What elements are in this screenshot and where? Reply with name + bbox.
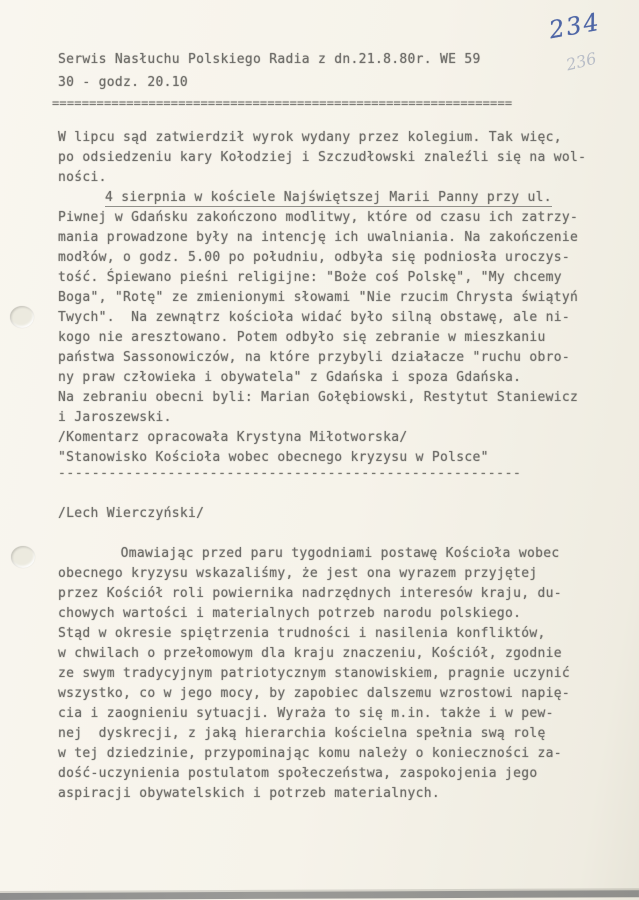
text-line: Twych". Na zewnątrz kościoła widać było silną obstawę, ale ni- <box>58 310 570 325</box>
scan-edge <box>0 890 639 900</box>
text-line: cia i zaognieniu sytuacji. Wyraża to się m.in. także i w pew- <box>58 706 554 721</box>
text-line: Stąd w okresie spiętrzenia trudności i nasilenia konfliktów, <box>58 626 546 641</box>
text-line: wszystko, co w jego mocy, by zapobiec dalszemu wzrostowi napię- <box>58 686 570 701</box>
text-line: chowych wartości i materialnych potrzeb narodu polskiego. <box>58 606 522 621</box>
text-line: i Jaroszewski. <box>58 410 172 425</box>
text-line: przez Kościół roli powiernika nadrzędnych interesów kraju, du- <box>58 586 562 601</box>
text-line: w tej dziedzinie, przypominając komu należy o konieczności za- <box>58 746 562 761</box>
text-line: ności. <box>58 170 107 185</box>
text-line: dość-uczynienia postulatom społeczeństwa, zaspokojenia jego <box>58 766 538 781</box>
header-line: Serwis Nasłuchu Polskiego Radia z dn.21.8.80r. WE 59 <box>58 52 481 67</box>
handwritten-page-number: 234 <box>547 7 604 45</box>
text-line: Boga", "Rotę" ze zmienionymi słowami "Nie rzucim Chrysta świątyń <box>58 290 579 305</box>
text-line: aspiracji obywatelskich i potrzeb materialnych. <box>58 786 440 801</box>
text-line: obecnego kryzysu wskazaliśmy, że jest ona wyrazem przyjętej <box>58 566 538 581</box>
dashed-rule: ------------------------------------------------------- <box>58 466 522 481</box>
hole-punch <box>11 546 35 568</box>
text-line: Piwnej w Gdańsku zakończono modlitwy, które od czasu ich zatrzy- <box>58 210 579 225</box>
text-line: państwa Sassonowiczów, na które przybyli działacze "ruchu obro- <box>58 350 570 365</box>
blank-line <box>58 486 586 506</box>
text-line: mania prowadzone były na intencję ich uwalniania. Na zakończenie <box>58 230 579 245</box>
text-line-underlined: 4 sierpnia w kościele Najświętszej Marii Panny przy ul. <box>104 190 552 205</box>
text-line: tość. Śpiewano pieśni religijne: "Boże coś Polskę", "My chcemy <box>58 270 562 285</box>
text-line: Omawiając przed paru tygodniami postawę Kościoła wobec <box>120 546 560 561</box>
text-line: w chwilach o przełomowym dla kraju znaczeniu, Kościół, zgodnie <box>58 646 562 661</box>
document-body <box>58 130 586 806</box>
blank-line <box>58 526 586 546</box>
text-line: W lipcu sąd zatwierdził wyrok wydany przez kolegium. Tak więc, <box>58 130 562 145</box>
text-line: kogo nie aresztowano. Potem odbyło się zebranie w mieszkaniu <box>58 330 546 345</box>
text-line: modłów, o godz. 5.00 po południu, odbyła się podniosła uroczys- <box>58 250 570 265</box>
separator-rule: ============================================================== <box>52 96 513 110</box>
text-line: Na zebraniu obecni byli: Marian Gołębiowski, Restytut Staniewicz <box>58 390 579 405</box>
text-line: ny praw człowieka i obywatela" z Gdańska i spoza Gdańska. <box>58 370 522 385</box>
handwritten-page-number-faint: 236 <box>564 48 599 75</box>
author-line: /Lech Wierczyński/ <box>58 506 205 521</box>
commentary-title: "Stanowisko Kościoła wobec obecnego kryzysu w Polsce" <box>58 450 489 465</box>
document-header <box>58 52 481 98</box>
text-line: nej dyskrecji, z jaką hierarchia kościelna spełnia swą rolę <box>58 726 546 741</box>
header-line: 30 - godz. 20.10 <box>58 75 189 90</box>
text-line: po odsiedzeniu kary Kołodziej i Szczudłowski znaleźli się na wol- <box>58 150 587 165</box>
hole-punch <box>10 306 34 328</box>
text-line: ze swym tradycyjnym patriotycznym stanowiskiem, pragnie uczynić <box>58 666 570 681</box>
commentary-credit-line: /Komentarz opracowała Krystyna Miłotworska/ <box>58 430 408 445</box>
